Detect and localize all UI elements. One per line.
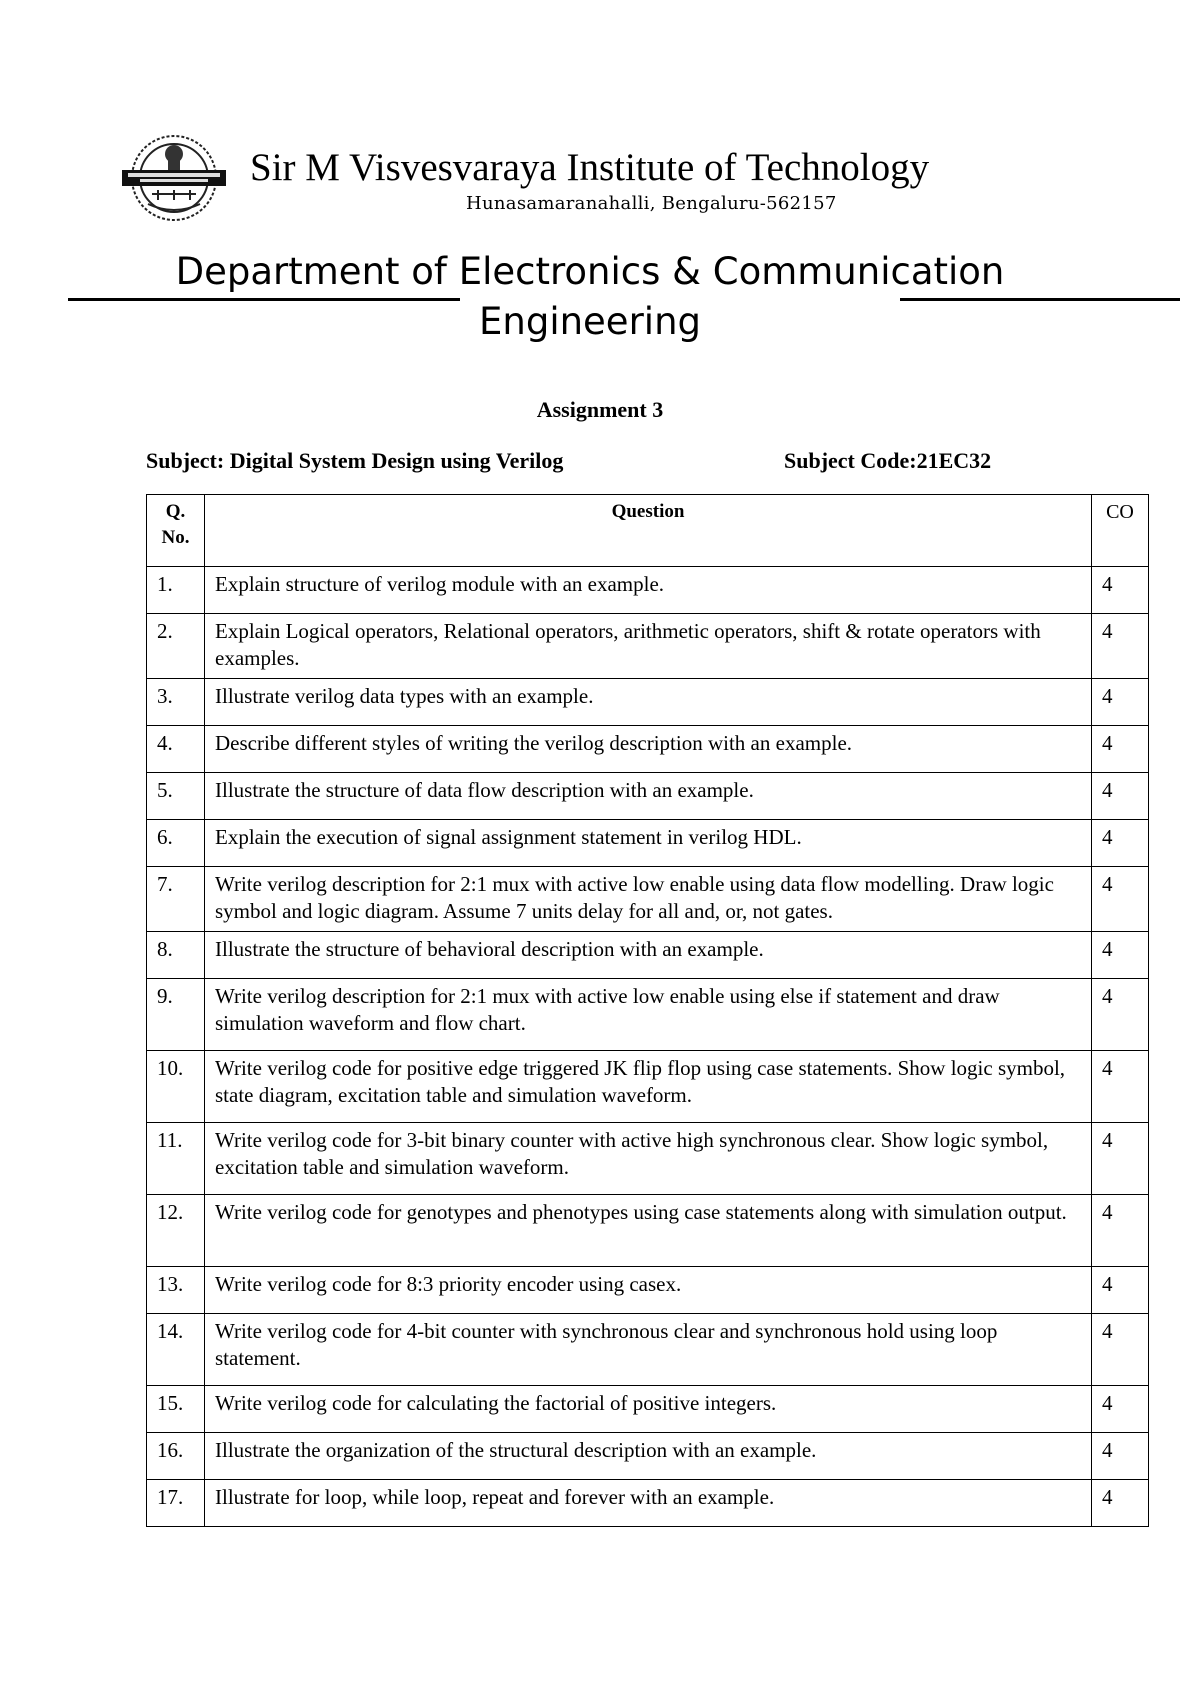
subject-name: Subject: Digital System Design using Verilog	[146, 448, 564, 473]
question-number: 16.	[147, 1433, 205, 1480]
department-line-2: Engineering	[479, 300, 701, 343]
question-text: Write verilog description for 2:1 mux with active low enable using else if statement and draw simulation waveform and flow chart.	[205, 979, 1092, 1051]
question-number: 3.	[147, 679, 205, 726]
table-row	[147, 1433, 1149, 1480]
question-text: Explain the execution of signal assignment statement in verilog HDL.	[205, 820, 1092, 867]
question-number: 5.	[147, 773, 205, 820]
question-text: Write verilog code for 4-bit counter with synchronous clear and synchronous hold using loop statement.	[205, 1314, 1092, 1386]
course-outcome: 4	[1092, 1433, 1149, 1480]
course-outcome: 4	[1092, 1123, 1149, 1195]
course-outcome: 4	[1092, 1480, 1149, 1527]
question-text: Write verilog code for 3-bit binary counter with active high synchronous clear. Show logic symbol, excitation table and simulation waveform.	[205, 1123, 1092, 1195]
assignment-title: Assignment 3	[536, 397, 664, 422]
table-row	[147, 1386, 1149, 1433]
table-row	[147, 1267, 1149, 1314]
course-outcome: 4	[1092, 1314, 1149, 1386]
question-number: 6.	[147, 820, 205, 867]
subject-code: Subject Code:21EC32	[784, 448, 992, 473]
question-number: 17.	[147, 1480, 205, 1527]
department-title	[60, 247, 1120, 347]
question-number: 8.	[147, 932, 205, 979]
table-row	[147, 1051, 1149, 1123]
table-row	[147, 932, 1149, 979]
question-text: Illustrate the structure of data flow description with an example.	[205, 773, 1092, 820]
course-outcome: 4	[1092, 1267, 1149, 1314]
question-number: 9.	[147, 979, 205, 1051]
department-line-1: Department of Electronics & Communication	[175, 250, 1005, 293]
table-row	[147, 614, 1149, 679]
course-outcome: 4	[1092, 679, 1149, 726]
table-row	[147, 1123, 1149, 1195]
header-co: CO	[1092, 495, 1149, 567]
course-outcome: 4	[1092, 867, 1149, 932]
question-text: Write verilog code for positive edge triggered JK flip flop using case statements. Show logic symbol, state diagram, excitation table and simulation waveform.	[205, 1051, 1092, 1123]
question-number: 13.	[147, 1267, 205, 1314]
table-row	[147, 773, 1149, 820]
college-emblem-icon	[118, 130, 230, 226]
course-outcome: 4	[1092, 1195, 1149, 1267]
header-question: Question	[205, 495, 1092, 567]
question-text: Write verilog description for 2:1 mux with active low enable using data flow modelling. Draw logic symbol and logic diagram. Assume 7 units delay for all and, or, not gates.	[205, 867, 1092, 932]
question-text: Illustrate for loop, while loop, repeat and forever with an example.	[205, 1480, 1092, 1527]
course-outcome: 4	[1092, 820, 1149, 867]
question-text: Illustrate verilog data types with an example.	[205, 679, 1092, 726]
course-outcome: 4	[1092, 1386, 1149, 1433]
course-outcome: 4	[1092, 1051, 1149, 1123]
question-number: 11.	[147, 1123, 205, 1195]
question-number: 14.	[147, 1314, 205, 1386]
question-number: 7.	[147, 867, 205, 932]
question-text: Describe different styles of writing the verilog description with an example.	[205, 726, 1092, 773]
question-text: Illustrate the organization of the structural description with an example.	[205, 1433, 1092, 1480]
table-row	[147, 1195, 1149, 1267]
question-number: 15.	[147, 1386, 205, 1433]
course-outcome: 4	[1092, 614, 1149, 679]
table-row	[147, 1314, 1149, 1386]
table-row	[147, 1480, 1149, 1527]
question-text: Explain Logical operators, Relational operators, arithmetic operators, shift & rotate operators with examples.	[205, 614, 1092, 679]
question-text: Write verilog code for calculating the factorial of positive integers.	[205, 1386, 1092, 1433]
course-outcome: 4	[1092, 567, 1149, 614]
table-row	[147, 820, 1149, 867]
question-number: 10.	[147, 1051, 205, 1123]
questions-table	[146, 494, 1149, 1527]
table-row	[147, 726, 1149, 773]
question-number: 4.	[147, 726, 205, 773]
table-row	[147, 679, 1149, 726]
question-text: Illustrate the structure of behavioral description with an example.	[205, 932, 1092, 979]
course-outcome: 4	[1092, 979, 1149, 1051]
question-text: Explain structure of verilog module with an example.	[205, 567, 1092, 614]
institute-name: Sir M Visvesvaraya Institute of Technology	[250, 146, 930, 189]
course-outcome: 4	[1092, 726, 1149, 773]
header-qno: Q. No.	[147, 495, 205, 567]
course-outcome: 4	[1092, 773, 1149, 820]
question-text: Write verilog code for 8:3 priority encoder using casex.	[205, 1267, 1092, 1314]
course-outcome: 4	[1092, 932, 1149, 979]
table-header-row	[147, 495, 1149, 567]
table-row	[147, 867, 1149, 932]
table-row	[147, 567, 1149, 614]
institute-address: Hunasamaranahalli, Bengaluru-562157	[466, 193, 837, 214]
question-text: Write verilog code for genotypes and phenotypes using case statements along with simulation output.	[205, 1195, 1092, 1267]
question-number: 2.	[147, 614, 205, 679]
question-number: 12.	[147, 1195, 205, 1267]
question-number: 1.	[147, 567, 205, 614]
table-row	[147, 979, 1149, 1051]
